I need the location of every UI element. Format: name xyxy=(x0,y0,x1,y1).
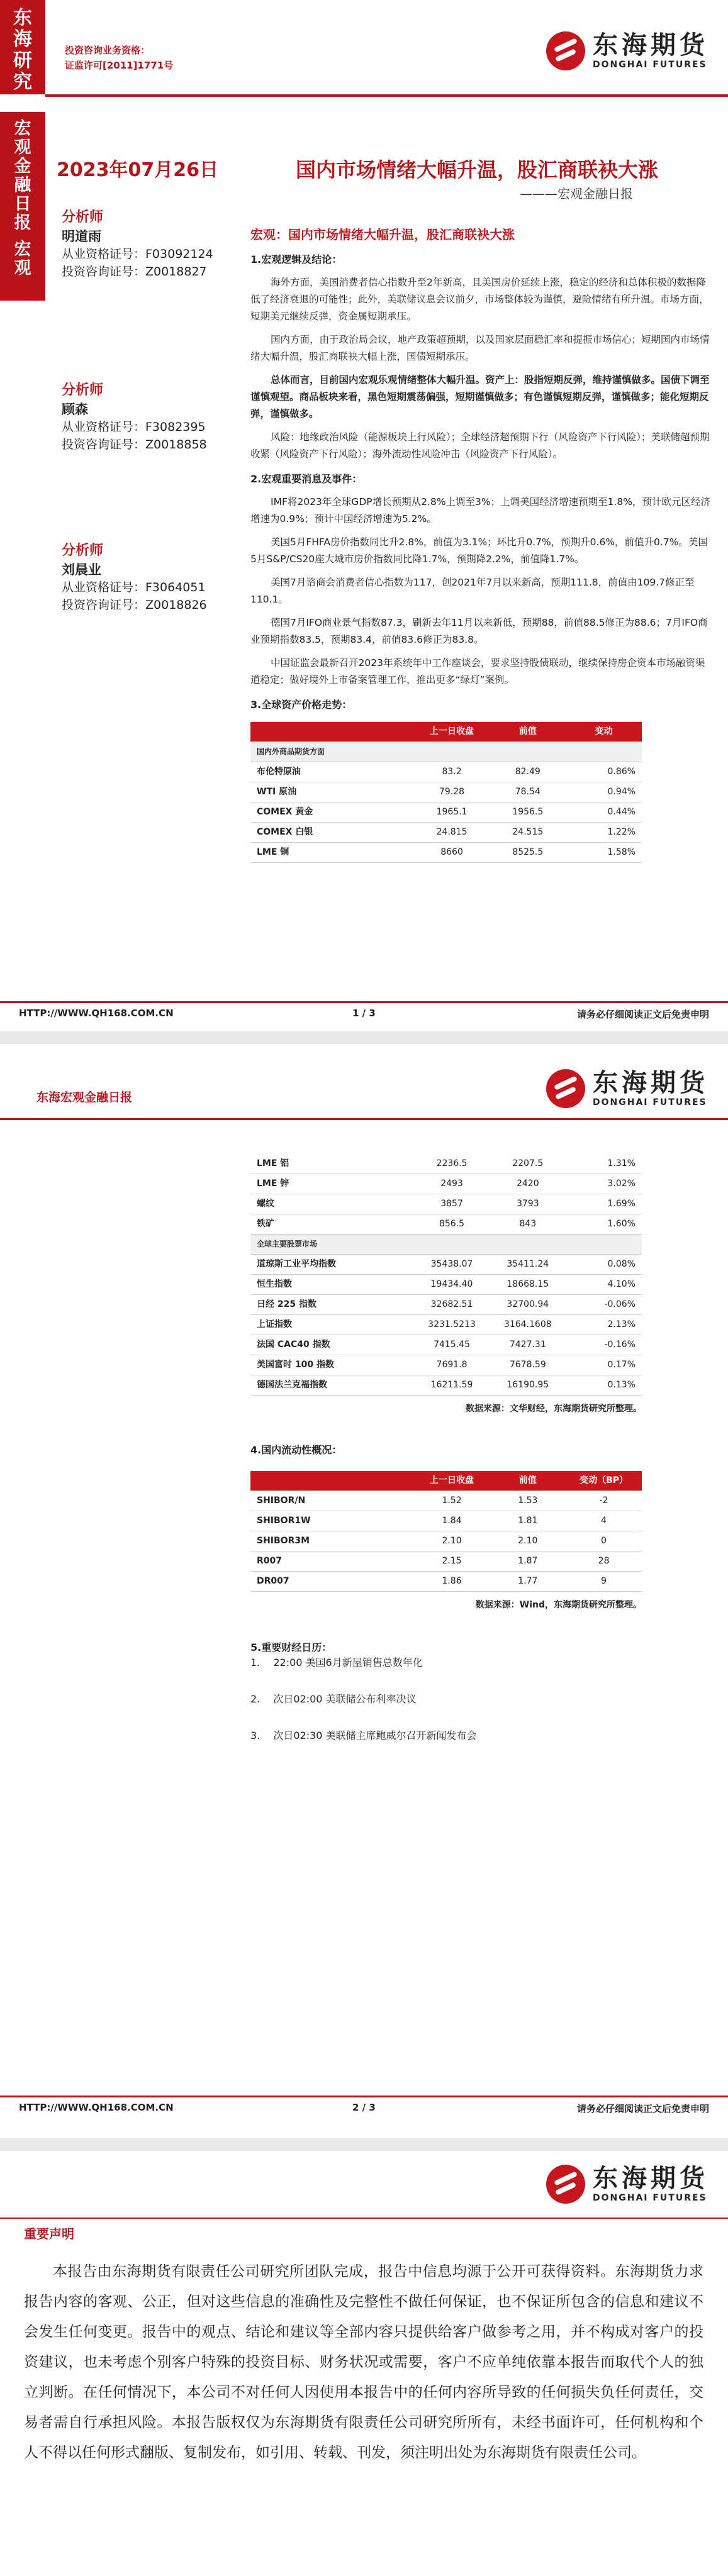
table-row: LME 铝 2236.5 2207.5 1.31% xyxy=(250,1154,642,1174)
table-row: COMEX 白银 24.815 24.515 1.22% xyxy=(250,823,642,843)
website-link[interactable]: HTTP://WWW.QH168.COM.CN xyxy=(19,2102,174,2113)
table-row: LME 锌 2493 2420 3.02% xyxy=(250,1174,642,1194)
table-subheader: 国内外商品期货方面 xyxy=(250,742,642,762)
calendar-item: 1. 22:00 美国6月新屋销售总数年化 xyxy=(250,1657,423,1668)
analyst-card: 分析师 明道雨 从业资格证号：F03092124 投资咨询证号：Z0018827 xyxy=(62,209,213,279)
analyst-card: 分析师 刘晨业 从业资格证号：F3064051 投资咨询证号：Z0018826 xyxy=(62,543,207,612)
analyst-card: 分析师 顾森 从业资格证号：F3082395 投资咨询证号：Z0018858 xyxy=(62,382,207,452)
disclaimer-note: 请务必仔细阅读正文后免责申明 xyxy=(576,1009,709,1020)
table-source: 数据来源：文华财经，东海期货研究所整理。 xyxy=(466,1404,642,1414)
header-divider xyxy=(45,94,728,97)
table-source: 数据来源：Wind，东海期货研究所整理。 xyxy=(475,1600,642,1610)
company-logo: 东海期货 DONGHAI FUTURES xyxy=(546,31,708,70)
liquidity-table xyxy=(250,1471,642,1592)
table-row: SHIBOR1W 1.84 1.81 4 xyxy=(250,1511,642,1531)
side-banner-macro: 宏观 xyxy=(14,240,31,278)
disclaimer-title: 重要声明 xyxy=(24,2226,74,2241)
logo-icon xyxy=(546,2165,585,2204)
page-3 xyxy=(0,2151,728,2576)
report-body-continued xyxy=(250,1154,711,1656)
calendar-item: 2. 次日02:00 美联储公布利率决议 xyxy=(250,1693,417,1705)
report-title: 国内市场情绪大幅升温，股汇商联袂大涨 xyxy=(296,158,659,182)
table-row: WTI 原油 79.28 78.54 0.94% xyxy=(250,782,642,802)
license-info: 投资咨询业务资格： 证监许可[2011]1771号 xyxy=(65,45,174,71)
table-row: 布伦特原油 83.2 82.49 0.86% xyxy=(250,762,642,782)
company-logo: 东海期货 DONGHAI FUTURES xyxy=(546,1069,708,1108)
asset-price-table-continued xyxy=(250,1154,642,1396)
disclaimer-text: 本报告由东海期货有限责任公司研究所团队完成，报告中信息均源于公开可获得资料。东海期货力求报告内容的客观、公正，但对这些信息的准确性及完整性不做任何保证，也不保证所包含的信息和建议不会发生任何变更。报告中的观点、结论和建议等全部内容只提供给客户做参考之用，并不构成对客户的投资建议，也未考虑个别客户特殊的投资目标、财务状况或需要，客户不应单纯依靠本报告而取代个人的独立判断。在任何情况下，本公司不对任何人因使用本报告中的任何内容所导致的任何损失负任何责任，交易者需自行承担风险。本报告版权仅为东海期货有限责任公司研究所所有，未经书面许可，任何机构和个人不得以任何形式翻版、复制发布，如引用、转载、刊发，须注明出处为东海期货有限责任公司。 xyxy=(24,2263,703,2461)
section-title: 宏观：国内市场情绪大幅升温，股汇商联袂大涨 xyxy=(250,227,515,242)
table-row: 德国法兰克福指数 16211.59 16190.95 0.13% xyxy=(250,1375,642,1396)
table-row: 上证指数 3231.5213 3164.1608 2.13% xyxy=(250,1315,642,1335)
table-subheader: 全球主要股票市场 xyxy=(250,1235,642,1255)
website-link[interactable]: HTTP://WWW.QH168.COM.CN xyxy=(19,1008,174,1019)
asset-price-table xyxy=(250,722,642,863)
side-banner-text: 东海研究 xyxy=(13,7,32,93)
report-date: 2023年07月26日 xyxy=(57,159,218,181)
table-row: 恒生指数 19434.40 18668.15 4.10% xyxy=(250,1275,642,1295)
table-row: LME 铜 8660 8525.5 1.58% xyxy=(250,843,642,863)
table-row: COMEX 黄金 1965.1 1956.5 0.44% xyxy=(250,802,642,823)
table-row: 螺纹 3857 3793 1.69% xyxy=(250,1194,642,1214)
page-1 xyxy=(0,0,728,1031)
disclaimer-note: 请务必仔细阅读正文后免责申明 xyxy=(576,2103,709,2114)
report-subtitle: ———宏观金融日报 xyxy=(520,186,633,201)
table-row: 日经 225 指数 32682.51 32700.94 -0.06% xyxy=(250,1295,642,1315)
finance-calendar xyxy=(250,1654,477,1763)
side-banner-research xyxy=(0,0,45,94)
table-row: 铁矿 856.5 843 1.60% xyxy=(250,1214,642,1235)
logo-icon xyxy=(546,31,585,70)
logo-icon xyxy=(546,1069,585,1108)
page-number: 1 / 3 xyxy=(352,1008,376,1019)
calendar-item: 3. 次日02:30 美联储主席鲍威尔召开新闻发布会 xyxy=(250,1729,477,1741)
table-row: 法国 CAC40 指数 7415.45 7427.31 -0.16% xyxy=(250,1335,642,1355)
page-footer xyxy=(0,2096,728,2121)
side-banner-report-text: 宏观金融日报 xyxy=(14,119,31,233)
table-row: DR007 1.86 1.77 9 xyxy=(250,1572,642,1592)
table-row: R007 2.15 1.87 28 xyxy=(250,1552,642,1572)
company-logo: 东海期货 DONGHAI FUTURES xyxy=(546,2165,708,2204)
header-divider xyxy=(0,1118,728,1120)
table-row: SHIBOR/N 1.52 1.53 -2 xyxy=(250,1491,642,1511)
table-row: 道琼斯工业平均指数 35438.07 35411.24 0.08% xyxy=(250,1255,642,1275)
table-header-row: 上一日收盘 前值 变动 xyxy=(250,722,642,742)
table-row: SHIBOR3M 2.10 2.10 0 xyxy=(250,1531,642,1552)
section-heading: 4.国内流动性概况： xyxy=(250,1444,342,1456)
page-number: 2 / 3 xyxy=(352,2102,376,2113)
header-divider xyxy=(0,2218,728,2219)
report-body: 宏观：国内市场情绪大幅升温，股汇商联袂大涨 1.宏观逻辑及结论： 海外方面，美国消费者信心指数升至2年新高，且美国房价延续上涨，稳定的经济和总体积极的数据降低了经济衰退的可能性；此外，美联储议息会议前夕，市场整体较为谨慎，避险情绪有所升温。市场方面，短期美元继续反弹，资金属短期承压。 国内方面，由于政治局会议，地产政策超预期，以及国家层面稳汇率和提振市场信心；短期国内市场情绪大幅升温，股汇商联袂大幅上涨，国债短期承压。 总体而言，目前国内宏观乐观情绪整体大幅升温。资产上：股指短期反弹，维持谨慎做多。国债下调至谨慎观望。商品板块来看，黑色短期震荡偏强，短期谨慎做多；有色谨慎短期反弹，谨慎做多；能化短期反弹，谨慎做多。 风险：地缘政治风险（能源板块上行风险）；全球经济超预期下行（风险资产下行风险）；美联储超预期收紧（风险资产下行风险）；海外流动性风险冲击（风险资产下行风险）。 2.宏观重要消息及事件： IMF将2023年全球GDP增长预期从2.8%上调至3%；上调美国经济增速预期至1.8%，预计欧元区经济增速为0.9%；预计中国经济增速为5.2%。 美国5月FHFA房价指数同比升2.8%，前值为3.1%；环比升0.7%，预期升0.6%，前值升0.7%。美国5月S&P/CS20座大城市房价指数同比降1.7%，预期降2.2%，前值降1.7%。 美国7月谘商会消费者信心指数为117，创2021年7月以来新高，预期111.8，前值由109.7修正至110.1。 德国7月IFO商业景气指数87.3，刷新去年11月以来新低，预期88，前值88.5修正为88.6；7月IFO商业预期指数83.5，预期83.4，前值83.6修正为83.8。 中国证监会最新召开2023年系统年中工作座谈会，要求坚持股债联动，继续保持房企资本市场融资渠道稳定；做好境外上市备案管理工作，推出更多“绿灯”案例。 3.全球资产价格走势： 上一日收盘 前值 变动 国内外商品期货方面 布伦特原油 83.2 82.49 0.86% WTI 原油 79.28 78.54 0.94% COMEX 黄金 1965.1 1956.5 0.44% COMEX 白银 24.815 24.515 1.22% LME 铜 8660 8525.5 1.58% xyxy=(250,226,711,863)
section-heading: 5.重要财经日历： xyxy=(250,1641,332,1653)
table-row: 美国富时 100 指数 7691.8 7678.59 0.17% xyxy=(250,1355,642,1375)
page-header-title: 东海宏观金融日报 xyxy=(36,1091,133,1104)
page-2 xyxy=(0,1044,728,2138)
page-footer xyxy=(0,1001,728,1026)
table-header-row: 上一日收盘 前值 变动（BP） xyxy=(250,1471,642,1491)
